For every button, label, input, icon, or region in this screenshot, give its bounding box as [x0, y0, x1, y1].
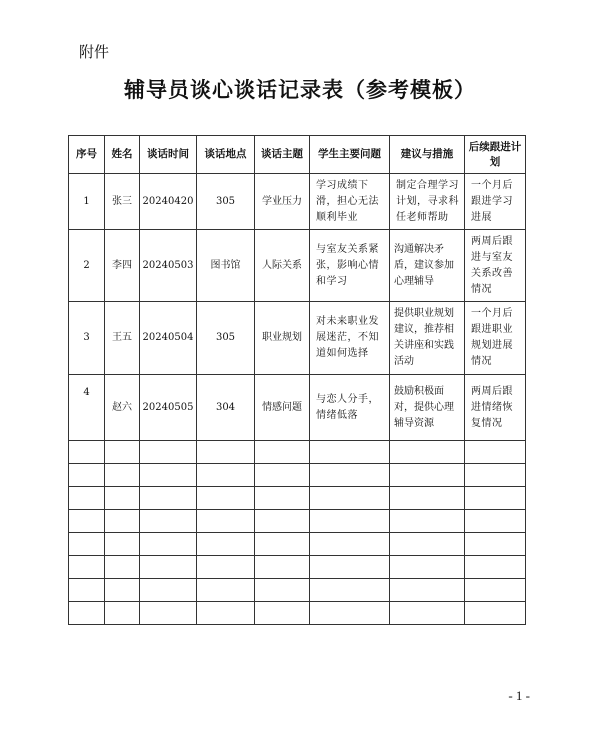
empty-cell [465, 487, 526, 510]
talk-date: 20240420 [140, 174, 197, 230]
empty-cell [255, 441, 310, 464]
talk-date: 20240503 [140, 230, 197, 302]
talk-date: 20240505 [140, 375, 197, 441]
empty-cell [197, 579, 255, 602]
header-cell: 后续跟进计划 [465, 136, 526, 174]
talk-topic: 职业规划 [255, 302, 310, 375]
header-cell: 谈话主题 [255, 136, 310, 174]
header-cell: 谈话时间 [140, 136, 197, 174]
talk-date: 20240504 [140, 302, 197, 375]
empty-cell [390, 510, 465, 533]
student-problem: 对未来职业发展迷茫，不知道如何选择 [310, 302, 390, 375]
empty-cell [255, 510, 310, 533]
empty-cell [255, 487, 310, 510]
followup-plan: 一个月后跟进学习进展 [465, 174, 526, 230]
empty-row [69, 579, 526, 602]
table-row [69, 375, 526, 441]
empty-cell [69, 602, 105, 625]
empty-cell [197, 510, 255, 533]
empty-cell [140, 487, 197, 510]
empty-cell [105, 556, 140, 579]
table-row [69, 230, 526, 302]
empty-row [69, 602, 526, 625]
row-number: 4 [69, 375, 105, 441]
empty-cell [255, 556, 310, 579]
empty-cell [465, 579, 526, 602]
empty-cell [465, 441, 526, 464]
empty-cell [310, 487, 390, 510]
empty-cell [465, 556, 526, 579]
table-row [69, 174, 526, 230]
empty-cell [465, 602, 526, 625]
empty-cell [465, 533, 526, 556]
page-title: 辅导员谈心谈话记录表（参考模板） [124, 78, 476, 102]
empty-cell [197, 441, 255, 464]
empty-cell [390, 556, 465, 579]
empty-cell [390, 464, 465, 487]
empty-row [69, 487, 526, 510]
empty-cell [140, 510, 197, 533]
talk-topic: 学业压力 [255, 174, 310, 230]
empty-cell [140, 602, 197, 625]
talk-place: 304 [197, 375, 255, 441]
empty-cell [255, 464, 310, 487]
empty-cell [140, 533, 197, 556]
empty-cell [390, 441, 465, 464]
empty-cell [197, 464, 255, 487]
talk-place: 305 [197, 174, 255, 230]
empty-cell [310, 556, 390, 579]
header-cell: 谈话地点 [197, 136, 255, 174]
table-header-row [69, 136, 526, 174]
empty-cell [140, 464, 197, 487]
followup-plan: 两周后跟进情绪恢复情况 [465, 375, 526, 441]
talk-place: 305 [197, 302, 255, 375]
empty-cell [140, 441, 197, 464]
advice-measures: 鼓励积极面对，提供心理辅导资源 [390, 375, 465, 441]
student-name: 王五 [105, 302, 140, 375]
empty-cell [465, 464, 526, 487]
empty-row [69, 510, 526, 533]
table-row [69, 302, 526, 375]
header-cell: 姓名 [105, 136, 140, 174]
talk-topic: 人际关系 [255, 230, 310, 302]
empty-cell [310, 441, 390, 464]
empty-cell [69, 556, 105, 579]
student-name: 赵六 [105, 375, 140, 441]
empty-cell [390, 602, 465, 625]
empty-cell [105, 533, 140, 556]
empty-cell [69, 510, 105, 533]
empty-cell [310, 464, 390, 487]
student-problem: 与恋人分手，情绪低落 [310, 375, 390, 441]
empty-cell [390, 533, 465, 556]
advice-measures: 提供职业规划建议，推荐相关讲座和实践活动 [390, 302, 465, 375]
empty-cell [140, 556, 197, 579]
empty-cell [197, 487, 255, 510]
empty-cell [69, 533, 105, 556]
empty-row [69, 464, 526, 487]
advice-measures: 制定合理学习计划，寻求科任老师帮助 [390, 174, 465, 230]
empty-cell [310, 533, 390, 556]
empty-cell [105, 602, 140, 625]
empty-cell [197, 533, 255, 556]
empty-cell [105, 579, 140, 602]
student-problem: 学习成绩下滑，担心无法顺利毕业 [310, 174, 390, 230]
page-number: - 1 - [508, 688, 530, 703]
header-cell: 序号 [69, 136, 105, 174]
empty-cell [197, 602, 255, 625]
student-name: 李四 [105, 230, 140, 302]
empty-cell [310, 579, 390, 602]
empty-row [69, 556, 526, 579]
empty-cell [105, 464, 140, 487]
empty-cell [390, 487, 465, 510]
talk-topic: 情感问题 [255, 375, 310, 441]
empty-cell [69, 441, 105, 464]
student-name: 张三 [105, 174, 140, 230]
empty-cell [465, 510, 526, 533]
talk-place: 图书馆 [197, 230, 255, 302]
row-number: 1 [69, 174, 105, 230]
record-table [68, 135, 526, 625]
header-cell: 学生主要问题 [310, 136, 390, 174]
empty-cell [310, 510, 390, 533]
student-problem: 与室友关系紧张，影响心情和学习 [310, 230, 390, 302]
advice-measures: 沟通解决矛盾，建议参加心理辅导 [390, 230, 465, 302]
empty-cell [390, 579, 465, 602]
empty-cell [255, 579, 310, 602]
empty-row [69, 441, 526, 464]
header-cell: 建议与措施 [390, 136, 465, 174]
empty-cell [197, 556, 255, 579]
empty-cell [69, 487, 105, 510]
empty-cell [69, 464, 105, 487]
attachment-label: 附件 [79, 43, 110, 61]
followup-plan: 一个月后跟进职业规划进展情况 [465, 302, 526, 375]
empty-cell [105, 441, 140, 464]
empty-row [69, 533, 526, 556]
empty-cell [310, 602, 390, 625]
empty-cell [255, 602, 310, 625]
empty-cell [105, 487, 140, 510]
row-number: 2 [69, 230, 105, 302]
empty-cell [255, 533, 310, 556]
empty-cell [140, 579, 197, 602]
row-number: 3 [69, 302, 105, 375]
followup-plan: 两周后跟进与室友关系改善情况 [465, 230, 526, 302]
empty-cell [69, 579, 105, 602]
empty-cell [105, 510, 140, 533]
